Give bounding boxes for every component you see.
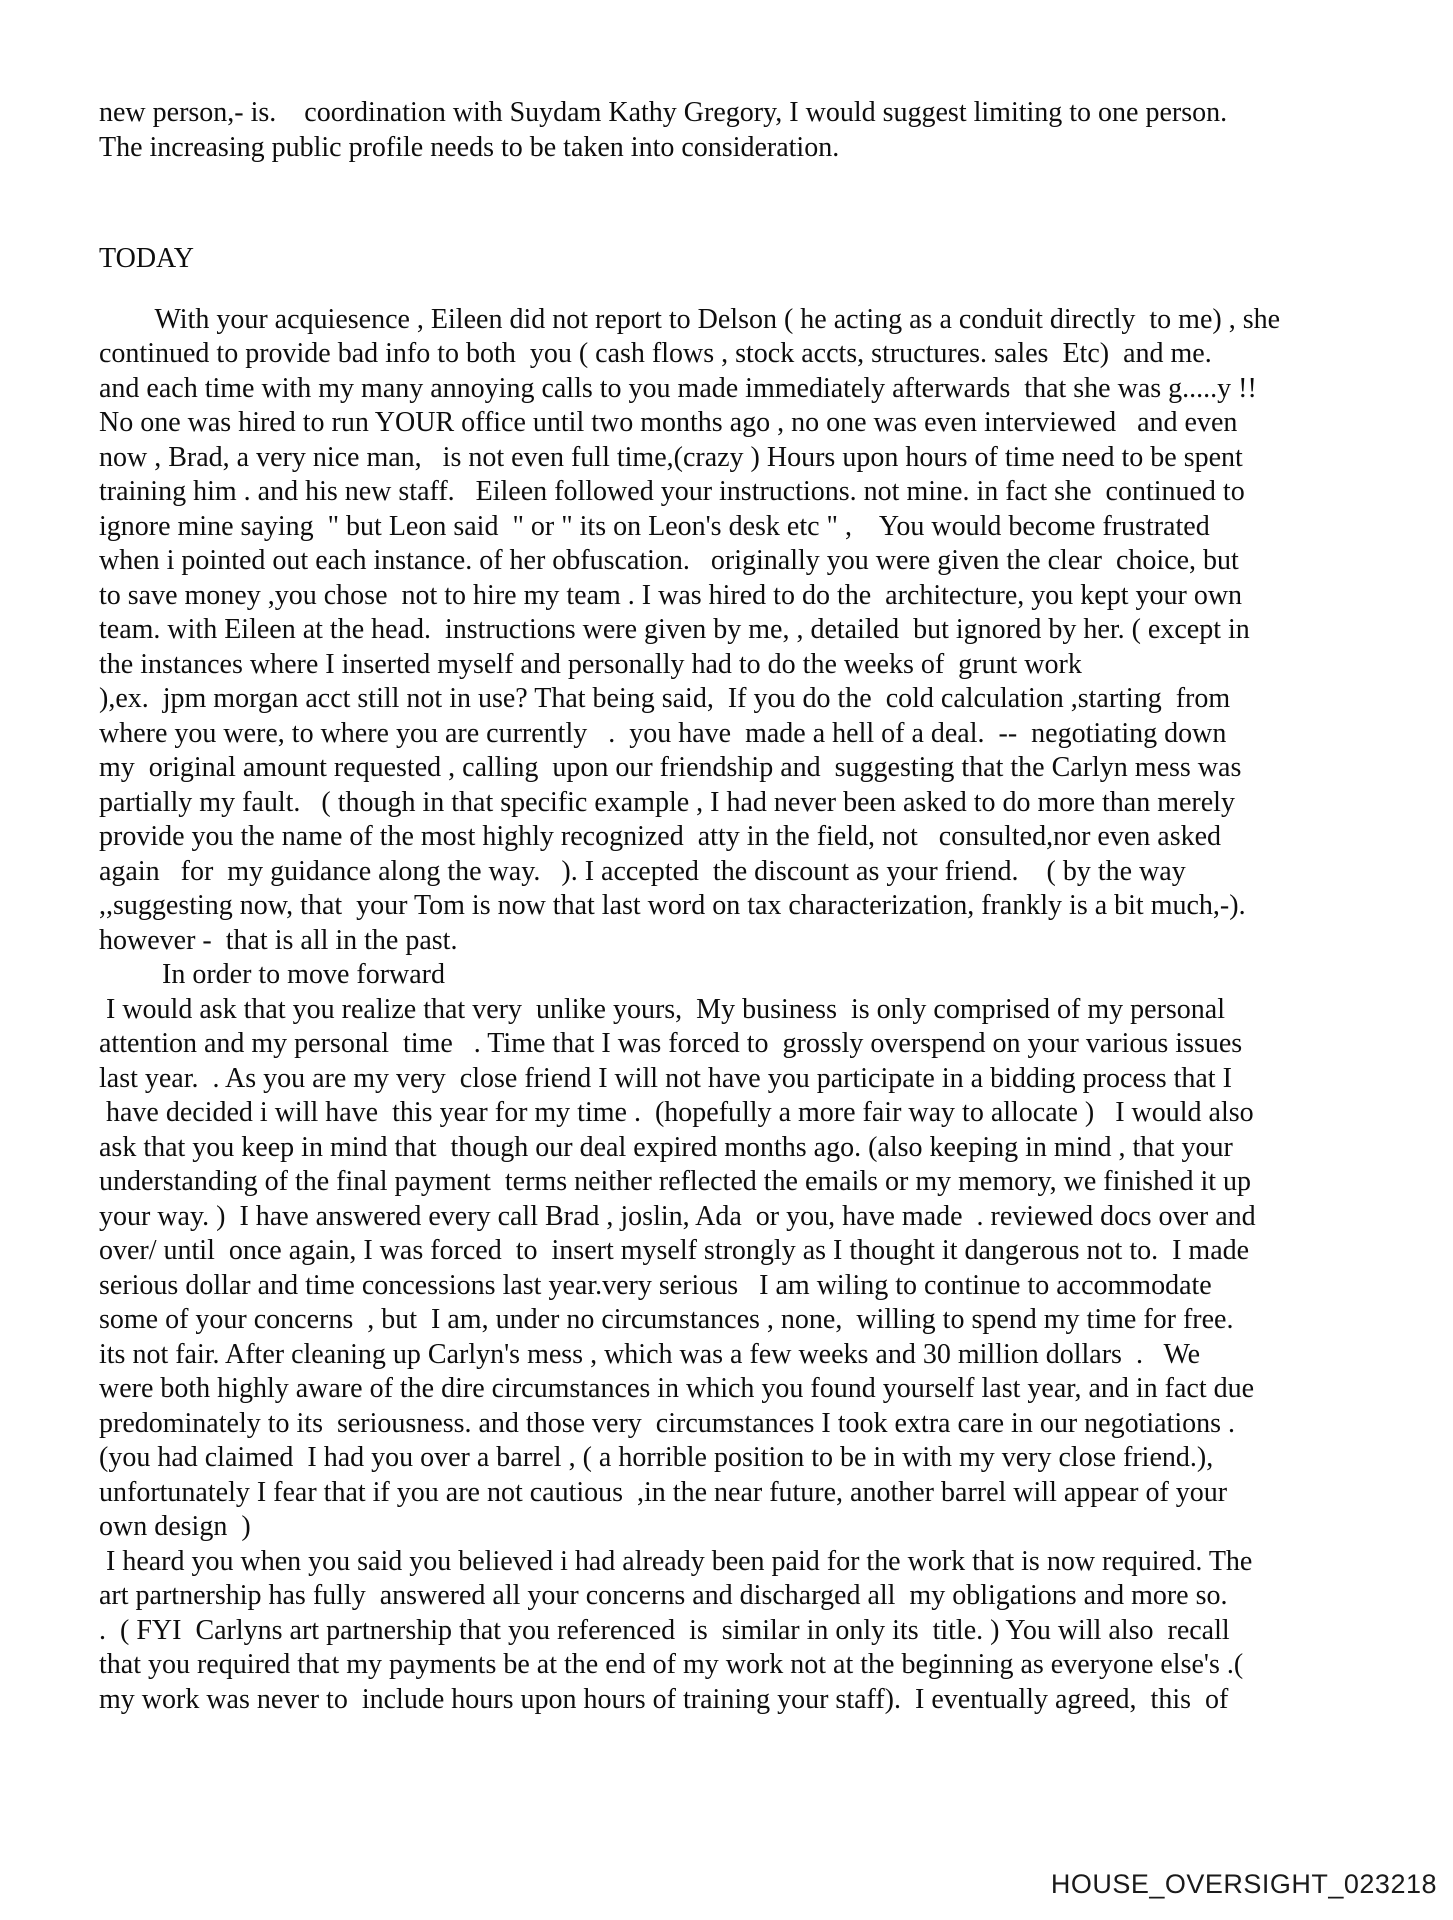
text-line: training him . and his new staff. Eileen followed your instructions. not mine. in fact she continued to: [99, 476, 1245, 507]
text-line: that you required that my payments be at the end of my work not at the beginning as everyone else's .(: [99, 1649, 1244, 1680]
text-line: The increasing public profile needs to be taken into consideration.: [99, 131, 840, 163]
text-line: your way. ) I have answered every call Brad , joslin, Ada or you, have made . reviewed docs over and: [99, 1200, 1256, 1232]
text-line: to save money ,you chose not to hire my team . I was hired to do the architecture, you kept your own: [99, 579, 1243, 611]
text-line: understanding of the final payment terms neither reflected the emails or my memory, we finished it up: [99, 1166, 1252, 1197]
letter-body: [99, 96, 1389, 1717]
text-line: my work was never to include hours upon hours of training your staff). I eventually agreed, this of: [99, 1683, 1229, 1715]
bates-number: HOUSE_OVERSIGHT_023218: [1050, 1869, 1437, 1899]
text-line: With your acquiesence , Eileen did not report to Delson ( he acting as a conduit directly to me) , she: [99, 303, 1281, 335]
text-line: unfortunately I fear that if you are not cautious ,in the near future, another barrel will appear of your: [99, 1476, 1228, 1508]
section-heading: TODAY: [99, 243, 194, 274]
text-line: again for my guidance along the way. ). I accepted the discount as your friend. ( by the way: [99, 855, 1186, 887]
text-line: (you had claimed I had you over a barrel , ( a horrible position to be in with my very close friend.),: [99, 1442, 1214, 1473]
text-line: provide you the name of the most highly recognized atty in the field, not consulted,nor even asked: [99, 821, 1222, 852]
text-line: ask that you keep in mind that though our deal expired months ago. (also keeping in mind , that your: [99, 1131, 1233, 1163]
main-paragraph-3: [99, 1545, 1389, 1718]
text-line: new person,- is. coordination with Suydam Kathy Gregory, I would suggest limiting to one person.: [99, 97, 1228, 128]
text-line: . ( FYI Carlyns art partnership that you referenced is similar in only its title. ) You will also recall: [99, 1614, 1230, 1646]
text-line: ignore mine saying " but Leon said " or " its on Leon's desk etc " , You would become frustrated: [99, 510, 1210, 542]
text-line: partially my fault. ( though in that specific example , I had never been asked to do more than merely: [99, 786, 1235, 818]
text-line: art partnership has fully answered all your concerns and discharged all my obligations and more so.: [99, 1580, 1228, 1611]
text-line: ),ex. jpm morgan acct still not in use? That being said, If you do the cold calculation ,starting from: [99, 683, 1231, 714]
text-line: its not fair. After cleaning up Carlyn's mess , which was a few weeks and 30 million dollars . We: [99, 1338, 1201, 1370]
text-line: last year. . As you are my very close friend I will not have you participate in a bidding process that I: [99, 1062, 1232, 1094]
text-line: and each time with my many annoying calls to you made immediately afterwards that she was g.....y !!: [99, 372, 1257, 404]
text-line: over/ until once again, I was forced to insert myself strongly as I thought it dangerous not to. I made: [99, 1235, 1250, 1266]
text-line: own design ): [99, 1511, 251, 1542]
main-paragraph-1: [99, 303, 1389, 993]
text-line: the instances where I inserted myself and personally had to do the weeks of grunt work: [99, 648, 1082, 680]
text-line: my original amount requested , calling upon our friendship and suggesting that the Carlyn mess was: [99, 752, 1242, 783]
text-line: predominately to its seriousness. and those very circumstances I took extra care in our negotiations .: [99, 1407, 1236, 1439]
text-line: continued to provide bad info to both you ( cash flows , stock accts, structures. sales Etc) and me.: [99, 338, 1212, 369]
text-line: I heard you when you said you believed i had already been paid for the work that is now required. The: [99, 1545, 1253, 1577]
text-line: attention and my personal time . Time that I was forced to grossly overspend on your various issues: [99, 1028, 1243, 1059]
text-line: No one was hired to run YOUR office until two months ago , no one was even interviewed and even: [99, 407, 1238, 438]
text-line: where you were, to where you are currently . you have made a hell of a deal. -- negotiating down: [99, 717, 1227, 749]
text-line: ,,suggesting now, that your Tom is now that last word on tax characterization, frankly is a bit much,-).: [99, 890, 1246, 921]
text-line: have decided i will have this year for my time . (hopefully a more fair way to allocate ) I would also: [99, 1097, 1254, 1128]
text-line: I would ask that you realize that very unlike yours, My business is only comprised of my personal: [99, 993, 1226, 1025]
text-line: when i pointed out each instance. of her obfuscation. originally you were given the clear choice, but: [99, 545, 1239, 576]
text-line: however - that is all in the past.: [99, 924, 458, 956]
main-paragraph-2: [99, 993, 1389, 1545]
text-line: were both highly aware of the dire circumstances in which you found yourself last year, and in fact due: [99, 1373, 1255, 1404]
text-line: In order to move forward: [99, 959, 446, 990]
intro-paragraph: [99, 96, 1389, 165]
text-line: now , Brad, a very nice man, is not even full time,(crazy ) Hours upon hours of time need to be spent: [99, 441, 1243, 473]
text-line: some of your concerns , but I am, under no circumstances , none, willing to spend my time for free.: [99, 1304, 1234, 1335]
text-line: serious dollar and time concessions last year.very serious I am wiling to continue to accommodate: [99, 1269, 1212, 1301]
text-line: team. with Eileen at the head. instructions were given by me, , detailed but ignored by her. ( except in: [99, 614, 1250, 645]
